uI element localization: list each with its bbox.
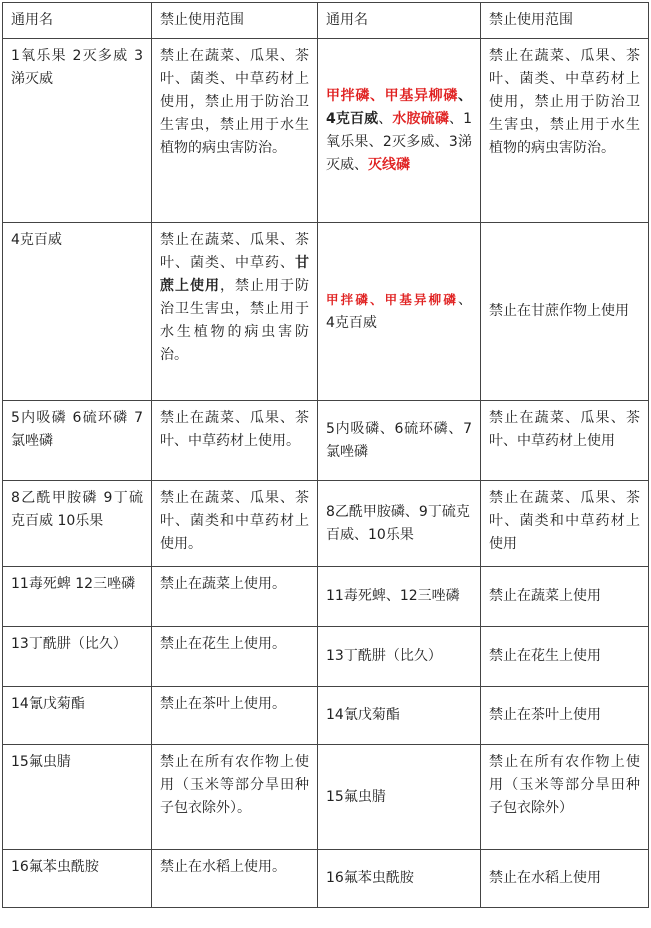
left-name: 14氰戊菊酯	[3, 687, 152, 745]
right-name: 16氟苯虫酰胺	[318, 850, 481, 908]
left-scope: 禁止在蔬菜、瓜果、茶叶、中草药材上使用。	[152, 401, 318, 481]
left-name: 4克百威	[3, 223, 152, 401]
header-scope-2: 禁止使用范围	[481, 3, 649, 39]
left-scope: 禁止在所有农作物上使用（玉米等部分旱田种子包衣除外）。	[152, 745, 318, 850]
header-name-2: 通用名	[318, 3, 481, 39]
right-scope: 禁止在花生上使用	[481, 627, 649, 687]
table-row	[3, 567, 649, 627]
left-scope: 禁止在蔬菜、瓜果、茶叶、菌类和中草药材上使用。	[152, 481, 318, 567]
header-row	[3, 3, 649, 39]
highlight-text: 水胺硫磷	[392, 110, 449, 127]
left-name: 11毒死蜱 12三唑磷	[3, 567, 152, 627]
text: 、1氧乐果、2灭多威、3涕灭威、	[326, 110, 472, 173]
table-row	[3, 627, 649, 687]
left-scope	[152, 223, 318, 401]
right-name	[318, 39, 481, 223]
right-scope: 禁止在所有农作物上使用（玉米等部分旱田种子包衣除外）	[481, 745, 649, 850]
table-row	[3, 401, 649, 481]
table-row	[3, 745, 649, 850]
text: 、	[458, 87, 472, 104]
left-scope: 禁止在水稻上使用。	[152, 850, 318, 908]
right-name: 15氟虫腈	[318, 745, 481, 850]
left-name: 5内吸磷 6硫环磷 7氯唑磷	[3, 401, 152, 481]
right-name: 8乙酰甲胺磷、9丁硫克百威、10乐果	[318, 481, 481, 567]
highlight-text: 灭线磷	[368, 156, 410, 173]
right-scope: 禁止在蔬菜、瓜果、茶叶、菌类和中草药材上使用	[481, 481, 649, 567]
header-name-1: 通用名	[3, 3, 152, 39]
left-scope: 禁止在蔬菜、瓜果、茶叶、菌类、中草药材上使用，禁止用于防治卫生害虫，禁止用于水生植物的病虫害防治。	[152, 39, 318, 223]
right-scope: 禁止在蔬菜上使用	[481, 567, 649, 627]
left-scope: 禁止在花生上使用。	[152, 627, 318, 687]
right-scope: 禁止在甘蔗作物上使用	[481, 223, 649, 401]
left-scope: 禁止在蔬菜上使用。	[152, 567, 318, 627]
right-name: 11毒死蜱、12三唑磷	[318, 567, 481, 627]
text: 禁止在蔬菜、瓜果、茶叶、菌类、中草药、	[160, 232, 309, 271]
left-name: 16氟苯虫酰胺	[3, 850, 152, 908]
table-row	[3, 223, 649, 401]
right-scope: 禁止在蔬菜、瓜果、茶叶、菌类、中草药材上使用，禁止用于防治卫生害虫，禁止用于水生植物的病虫害防治。	[481, 39, 649, 223]
text: 、	[378, 110, 393, 127]
right-name: 13丁酰肼（比久）	[318, 627, 481, 687]
right-name: 14氰戊菊酯	[318, 687, 481, 745]
left-scope: 禁止在茶叶上使用。	[152, 687, 318, 745]
header-scope-1: 禁止使用范围	[152, 3, 318, 39]
highlight-text: 甲拌磷、甲基异柳磷	[326, 292, 458, 307]
right-scope: 禁止在茶叶上使用	[481, 687, 649, 745]
left-name: 1氧乐果 2灭多威 3涕灭威	[3, 39, 152, 223]
right-scope: 禁止在水稻上使用	[481, 850, 649, 908]
left-name: 13丁酰肼（比久）	[3, 627, 152, 687]
left-name: 15氟虫腈	[3, 745, 152, 850]
right-name	[318, 223, 481, 401]
left-name: 8乙酰甲胺磷 9丁硫克百威 10乐果	[3, 481, 152, 567]
text: 、4克百威	[326, 292, 472, 331]
highlight-text: 甲拌磷、甲基异柳磷	[326, 87, 458, 104]
table-row	[3, 39, 649, 223]
table-row	[3, 687, 649, 745]
table-row	[3, 481, 649, 567]
text: ，禁止用于防治卫生害虫，禁止用于水生植物的病虫害防治。	[160, 278, 309, 363]
highlight-text: 4克百威	[326, 110, 379, 127]
highlight-text: 甘蔗上使用	[160, 255, 309, 294]
right-name: 5内吸磷、6硫环磷、7氯唑磷	[318, 401, 481, 481]
table-row	[3, 850, 649, 908]
right-scope: 禁止在蔬菜、瓜果、茶叶、中草药材上使用	[481, 401, 649, 481]
pesticide-table	[2, 2, 649, 908]
